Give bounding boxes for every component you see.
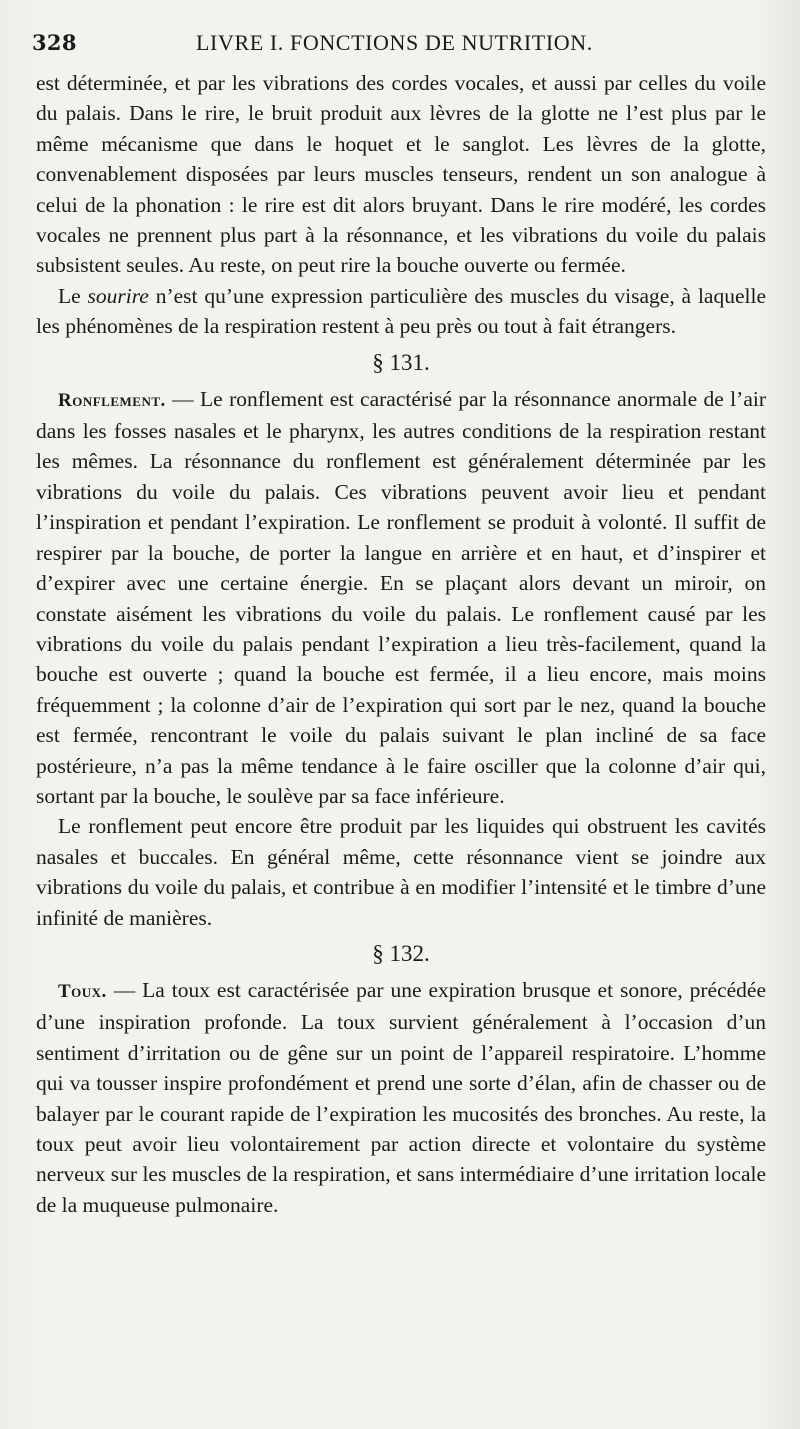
paragraph-sourire-rest: n’est qu’une expression particulière des muscles du visage, à laquelle les phénomènes de la respiration restent à peu près ou tout à fait étrangers. <box>36 283 766 339</box>
paragraph-ronflement-liquides: Le ronflement peut encore être produit par les liquides qui obstruent les cavités nasales et buccales. En général même, cette résonnance vient se joindre aux vibrations du voile du palais, et contribue à en modifier l’intensité et le timbre d’une infinité de manières. <box>36 814 766 930</box>
page-number: 328 <box>32 30 77 55</box>
section-heading-131: § 131. <box>372 349 430 375</box>
paragraph-continuation: est déterminée, et par les vibrations des cordes vocales, et aussi par celles du voile du palais. Dans le rire, le bruit produit aux lèvres de la glotte ne l’est plus par le même mécanisme que dans le hoquet et le sanglot. Les lèvres de la glotte, convenablement disposées par leurs muscles tenseurs, rendent un son analogue à celui de la phonation : le rire est dit alors bruyant. Dans le rire modéré, les cordes vocales ne prennent plus part à la résonnance, et les vibrations du voile du palais subsistent seules. Au reste, on peut rire la bouche ouverte ou fermée. <box>36 71 766 278</box>
sourire-term: sourire <box>87 283 149 308</box>
paragraph-toux-rest: — La toux est caractérisée par une expiration brusque et sonore, précédée d’une inspiration profonde. La toux survient généralement à l’occasion d’un sentiment d’irritation ou de gêne sur un point de l’appareil respiratoire. L’homme qui va tousser inspire profondément et prend une sorte d’élan, afin de chasser ou de balayer par le courant rapide de l’expiration les mucosités des bronches. Au reste, la toux peut avoir lieu volontairement par action directe et volontaire du système nerveux sur les muscles de la respiration, et sans intermédiaire d’une irritation locale de la muqueuse pulmonaire. <box>36 977 766 1217</box>
section-heading-132: § 132. <box>372 940 430 966</box>
body-text <box>36 68 766 1220</box>
paragraph-ronflement <box>36 384 766 812</box>
paragraph-sourire-start: Le <box>58 283 88 308</box>
running-title: LIVRE I. FONCTIONS DE NUTRITION. <box>196 30 593 55</box>
toux-term: Toux. <box>58 980 107 1002</box>
paragraph-sourire <box>36 281 766 342</box>
paragraph-ronflement-rest: — Le ronflement est caractérisé par la résonnance anormale de l’air dans les fosses nasales et le pharynx, les autres conditions de la respiration restant les mêmes. La résonnance du ronflement est généralement déterminée par les vibrations du voile du palais. Ces vibrations peuvent avoir lieu et pendant l’inspiration et pendant l’expiration. Le ronflement se produit à volonté. Il suffit de respirer par la bouche, de porter la langue en arrière et en haut, et d’inspirer et d’expirer avec une certaine énergie. En se plaçant alors devant un miroir, on constate aisément les vibrations du voile du palais. Le ronflement causé par les vibrations du voile du palais pendant l’expiration a lieu très-facilement, quand la bouche est ouverte ; quand la bouche est fermée, il a lieu encore, mais moins fréquemment ; la colonne d’air de l’expiration qui sort par le nez, quand la bouche est fermée, rencontrant le voile du palais suivant le plan incliné de sa face postérieure, n’a pas la même tendance à le faire osciller que la colonne d’air qui, sortant par la bouche, le soulève par sa face inférieure. <box>36 386 766 808</box>
page-header <box>32 30 752 62</box>
paragraph-toux <box>36 975 766 1220</box>
ronflement-term: Ronflement. <box>58 389 166 411</box>
